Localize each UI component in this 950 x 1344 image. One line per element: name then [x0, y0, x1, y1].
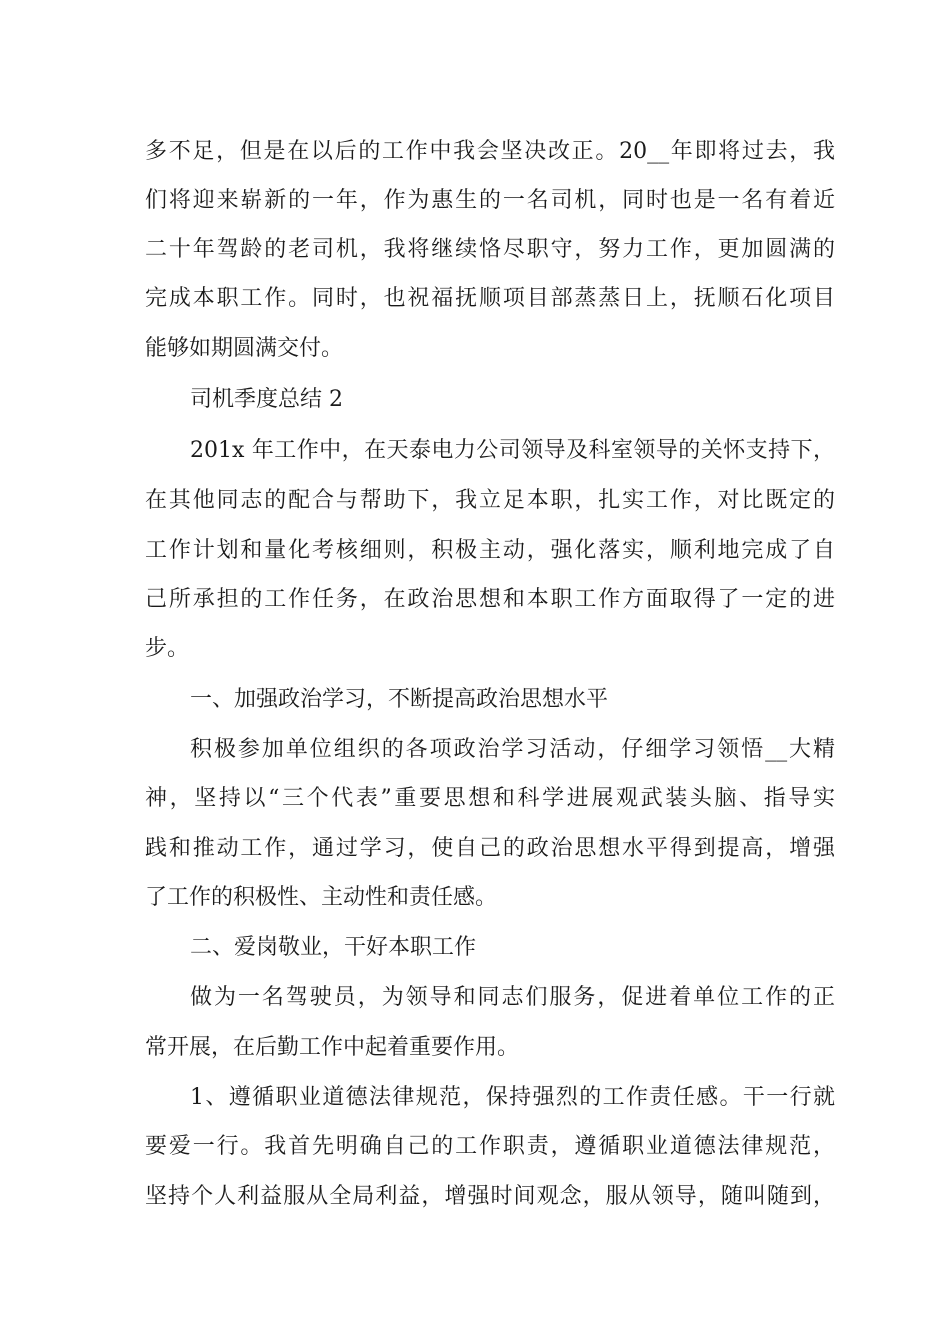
paragraph-line: 要爱一行。我首先明确自己的工作职责，遵循职业道德法律规范，: [145, 1134, 835, 1159]
paragraph-line: 神，坚持以“三个代表”重要思想和科学进展观武装头脑、指导实: [145, 786, 835, 811]
subsection-heading: 二、爱岗敬业，干好本职工作: [190, 935, 477, 960]
paragraph-line: 己所承担的工作任务，在政治思想和本职工作方面取得了一定的进: [145, 587, 835, 612]
paragraph-line: 多不足，但是在以后的工作中我会坚决改正。20__年即将过去，我: [145, 139, 835, 164]
paragraph-line: 在其他同志的配合与帮助下，我立足本职，扎实工作，对比既定的: [145, 488, 835, 513]
paragraph-line: 常开展，在后勤工作中起着重要作用。: [145, 1035, 520, 1060]
paragraph-line: 们将迎来崭新的一年，作为惠生的一名司机，同时也是一名有着近: [145, 188, 835, 213]
paragraph-line: 积极参加单位组织的各项政治学习活动，仔细学习领悟__大精: [190, 737, 835, 762]
paragraph-line: 工作计划和量化考核细则，积极主动，强化落实，顺利地完成了自: [145, 538, 835, 563]
paragraph-line: 做为一名驾驶员，为领导和同志们服务，促进着单位工作的正: [190, 985, 835, 1010]
paragraph-line: 了工作的积极性、主动性和责任感。: [145, 885, 498, 910]
section-heading: 司机季度总结 2: [190, 387, 343, 412]
paragraph-line: 二十年驾龄的老司机，我将继续恪尽职守，努力工作，更加圆满的: [145, 237, 835, 262]
paragraph-line: 践和推动工作，通过学习，使自己的政治思想水平得到提高，增强: [145, 836, 835, 861]
subsection-heading: 一、加强政治学习，不断提高政治思想水平: [190, 687, 609, 712]
paragraph-line: 201x 年工作中，在天泰电力公司领导及科室领导的关怀支持下，: [190, 438, 835, 463]
paragraph-line: 步。: [145, 636, 190, 661]
paragraph-line: 坚持个人利益服从全局利益，增强时间观念，服从领导，随叫随到，: [145, 1184, 835, 1209]
paragraph-line: 完成本职工作。同时，也祝福抚顺项目部蒸蒸日上，抚顺石化项目: [145, 286, 835, 311]
paragraph-line: 能够如期圆满交付。: [145, 336, 344, 361]
paragraph-line: 1、遵循职业道德法律规范，保持强烈的工作责任感。干一行就: [190, 1085, 835, 1110]
